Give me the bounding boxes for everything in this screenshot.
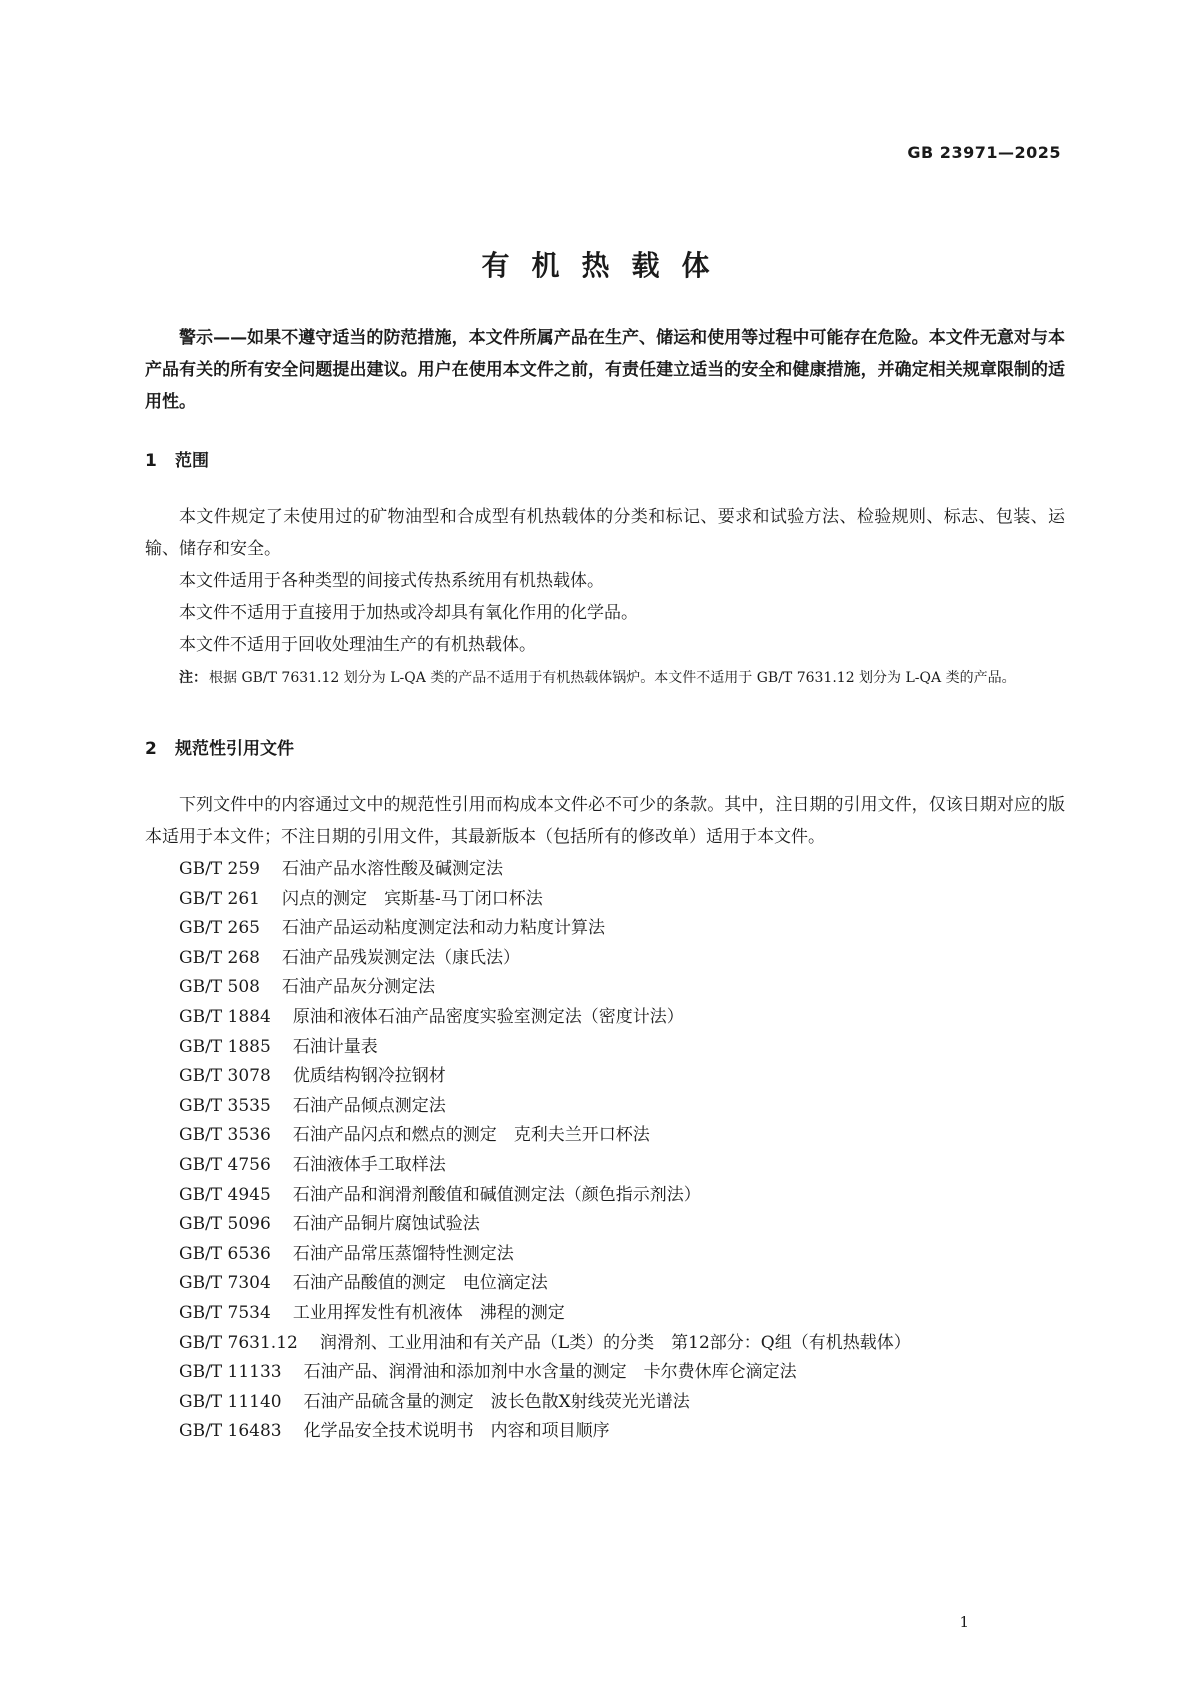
reference-code: GB/T 11140 (179, 1391, 282, 1412)
reference-item (179, 885, 1065, 915)
reference-item (179, 1121, 1065, 1151)
reference-title: 石油产品灰分测定法 (282, 977, 435, 998)
reference-title: 闪点的测定 宾斯基-马丁闭口杯法 (282, 888, 543, 909)
section-title: 范围 (175, 451, 209, 471)
section-number: 2 (145, 739, 157, 759)
reference-title: 石油产品铜片腐蚀试验法 (292, 1214, 480, 1235)
note-label: 注： (179, 670, 207, 686)
reference-title: 石油产品酸值的测定 电位滴定法 (292, 1273, 548, 1294)
reference-item (179, 973, 1065, 1003)
page-number: 1 (959, 1613, 969, 1631)
reference-item (179, 855, 1065, 885)
reference-code: GB/T 16483 (179, 1421, 282, 1442)
reference-code: GB/T 3535 (179, 1095, 271, 1116)
warning-paragraph: 警示——如果不遵守适当的防范措施，本文件所属产品在生产、储运和使用等过程中可能存在危险。本文件无意对与本产品有关的所有安全问题提出建议。用户在使用本文件之前，有责任建立适当的安全和健康措施，并确定相关规章限制的适用性。 (145, 328, 1065, 412)
reference-code: GB/T 7304 (179, 1273, 271, 1294)
reference-item (179, 1151, 1065, 1181)
reference-code: GB/T 265 (179, 918, 260, 939)
reference-title: 原油和液体石油产品密度实验室测定法（密度计法） (292, 1006, 684, 1027)
reference-item (179, 914, 1065, 944)
reference-title: 石油产品和润滑剂酸值和碱值测定法（颜色指示剂法） (292, 1184, 701, 1205)
scope-paragraph: 本文件适用于各种类型的间接式传热系统用有机热载体。 (179, 571, 604, 591)
reference-title: 石油产品水溶性酸及碱测定法 (282, 859, 503, 879)
reference-code: GB/T 261 (179, 888, 260, 909)
reference-title: 工业用挥发性有机液体 沸程的测定 (292, 1302, 565, 1323)
reference-item (179, 1358, 1065, 1388)
reference-code: GB/T 7534 (179, 1302, 271, 1323)
reference-code: GB/T 3078 (179, 1066, 271, 1087)
reference-title: 石油产品、润滑油和添加剂中水含量的测定 卡尔费休库仑滴定法 (303, 1362, 797, 1383)
references-intro: 下列文件中的内容通过文中的规范性引用而构成本文件必不可少的条款。其中，注日期的引用文件，仅该日期对应的版本适用于本文件；不注日期的引用文件，其最新版本（包括所有的修改单）适用于本文件。 (145, 795, 1065, 847)
reference-code: GB/T 11133 (179, 1362, 282, 1383)
reference-item (179, 1033, 1065, 1063)
note-text: 根据 GB/T 7631.12 划分为 L-QA 类的产品不适用于有机热载体锅炉。本文件不适用于 GB/T 7631.12 划分为 L-QA 类的产品。 (209, 670, 1016, 686)
reference-title: 石油产品闪点和燃点的测定 克利夫兰开口杯法 (292, 1125, 650, 1146)
section-number: 1 (145, 451, 157, 471)
reference-item (179, 1329, 1065, 1359)
reference-title: 石油产品残炭测定法（康氏法） (282, 947, 520, 968)
reference-code: GB/T 3536 (179, 1125, 271, 1146)
reference-code: GB/T 5096 (179, 1214, 271, 1235)
reference-item (179, 1299, 1065, 1329)
reference-item (179, 1003, 1065, 1033)
reference-item (179, 1210, 1065, 1240)
reference-item (179, 1062, 1065, 1092)
reference-title: 石油产品常压蒸馏特性测定法 (292, 1243, 514, 1264)
reference-item (179, 1092, 1065, 1122)
reference-title: 石油产品硫含量的测定 波长色散X射线荧光光谱法 (303, 1391, 690, 1412)
reference-title: 石油计量表 (292, 1036, 378, 1057)
reference-code: GB/T 1885 (179, 1036, 271, 1057)
reference-code: GB/T 4756 (179, 1154, 271, 1175)
scope-paragraph: 本文件不适用于直接用于加热或冷却具有氧化作用的化学品。 (179, 603, 638, 623)
section-title: 规范性引用文件 (175, 739, 294, 759)
reference-title: 润滑剂、工业用油和有关产品（L类）的分类 第12部分：Q组（有机热载体） (319, 1332, 911, 1353)
reference-item (179, 1388, 1065, 1418)
reference-item (179, 944, 1065, 974)
reference-item (179, 1417, 1065, 1447)
reference-code: GB/T 259 (179, 859, 260, 879)
reference-title: 石油产品运动粘度测定法和动力粘度计算法 (282, 918, 605, 939)
reference-code: GB/T 7631.12 (179, 1332, 298, 1353)
reference-item (179, 1181, 1065, 1211)
standard-number: GB 23971—2025 (907, 143, 1061, 162)
reference-title: 石油液体手工取样法 (292, 1154, 446, 1175)
reference-code: GB/T 268 (179, 947, 260, 968)
reference-code: GB/T 6536 (179, 1243, 271, 1264)
reference-code: GB/T 1884 (179, 1006, 271, 1027)
document-title: 有机热载体 (481, 249, 732, 282)
reference-title: 化学品安全技术说明书 内容和项目顺序 (303, 1421, 610, 1442)
section-heading-scope (145, 446, 1065, 471)
reference-item (179, 1269, 1065, 1299)
scope-paragraph: 本文件不适用于回收处理油生产的有机热载体。 (179, 635, 536, 655)
document-body (145, 322, 1065, 1447)
reference-code: GB/T 4945 (179, 1184, 271, 1205)
scope-paragraph: 本文件规定了未使用过的矿物油型和合成型有机热载体的分类和标记、要求和试验方法、检验规则、标志、包装、运输、储存和安全。 (145, 507, 1065, 559)
reference-title: 石油产品倾点测定法 (292, 1095, 446, 1116)
reference-list (179, 855, 1065, 1447)
scope-note (179, 665, 1065, 692)
reference-code: GB/T 508 (179, 977, 260, 998)
reference-item (179, 1240, 1065, 1270)
section-heading-normative-references (145, 734, 1065, 759)
reference-title: 优质结构钢冷拉钢材 (292, 1066, 446, 1087)
